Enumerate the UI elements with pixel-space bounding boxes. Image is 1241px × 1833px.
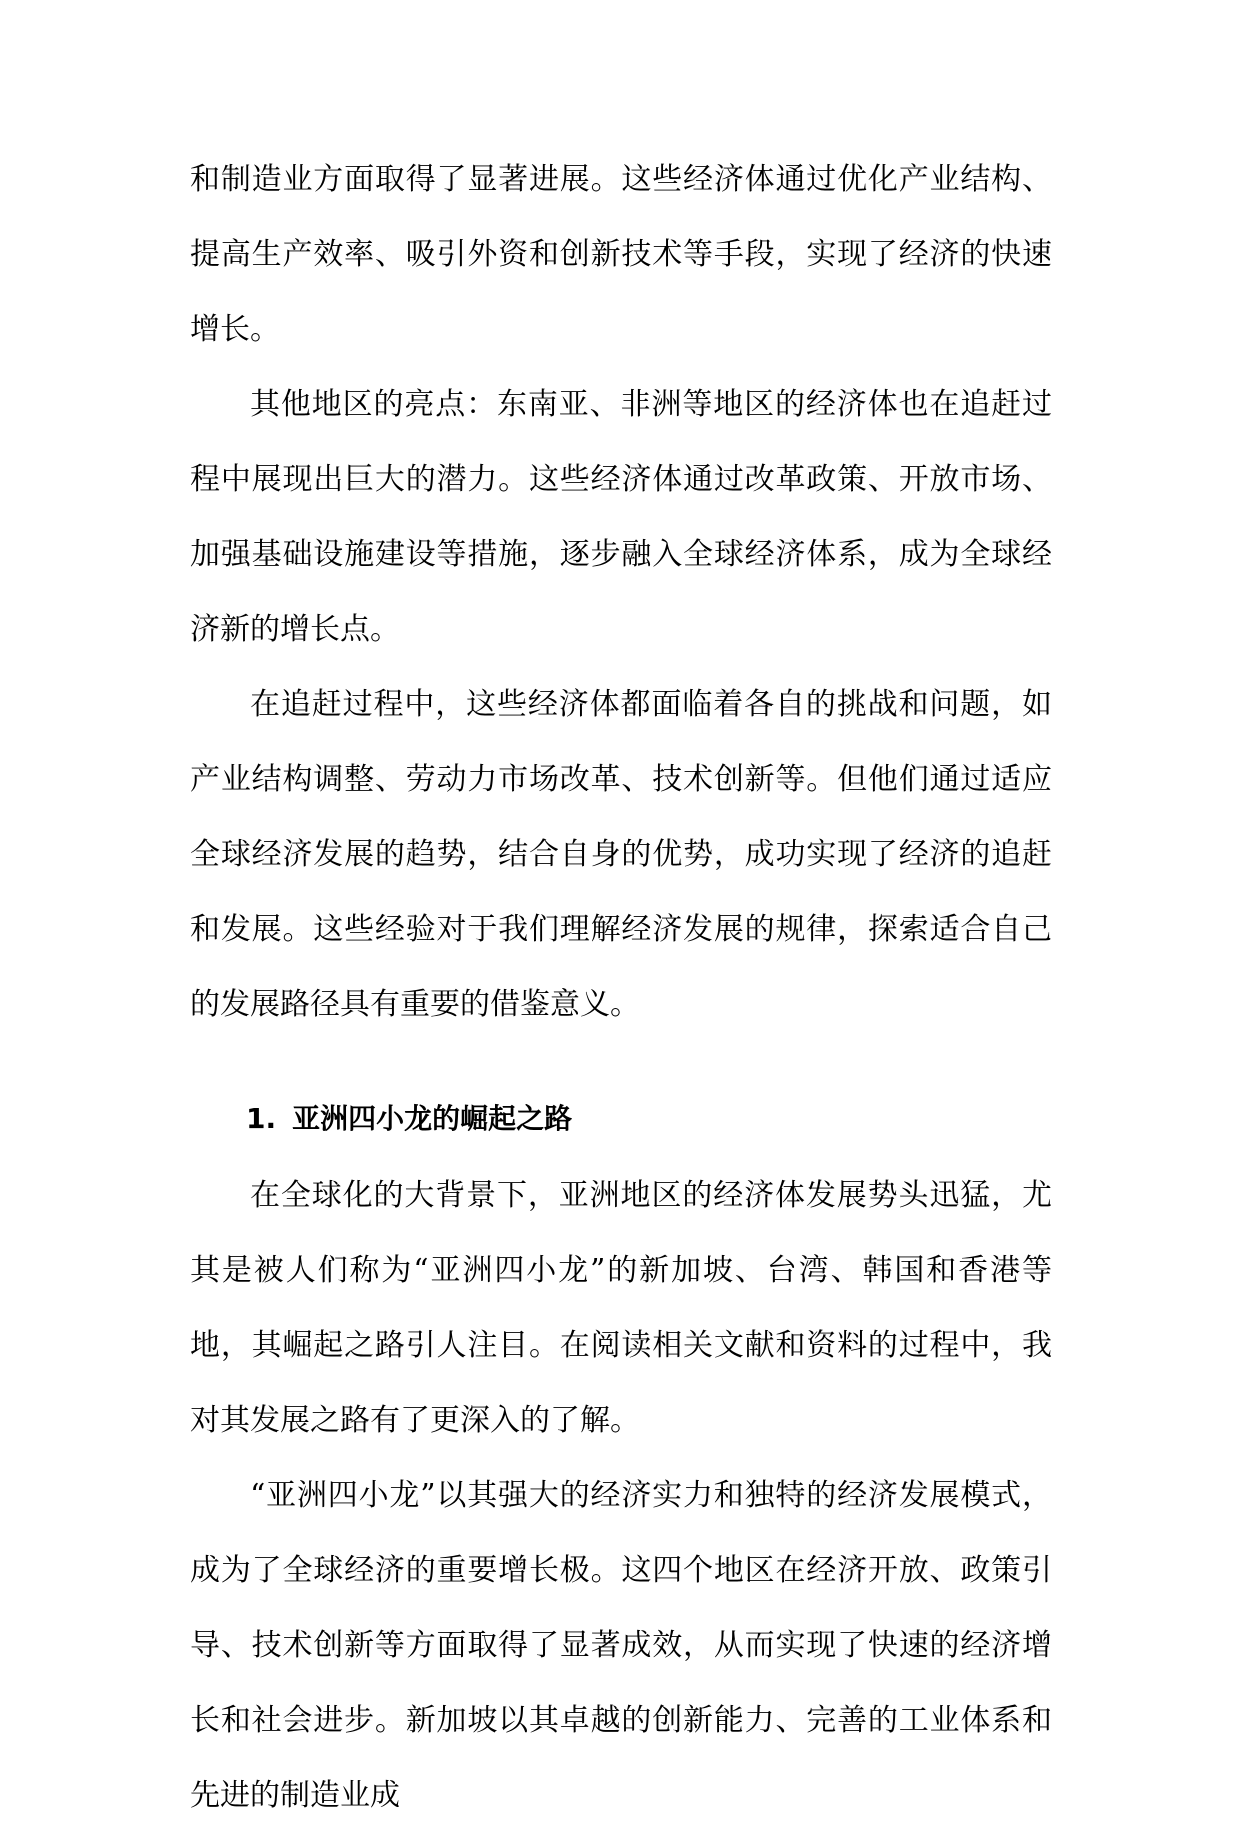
- section-number: 1.: [246, 1102, 277, 1135]
- paragraph-four-dragons: “亚洲四小龙”以其强大的经济实力和独特的经济发展模式，成为了全球经济的重要增长极。这四个地区在经济开放、政策引导、技术创新等方面取得了显著成效，从而实现了快速的经济增长和社会进步。新加坡以其卓越的创新能力、完善的工业体系和先进的制造业成: [190, 1478, 1052, 1813]
- section-title: 亚洲四小龙的崛起之路: [292, 1102, 573, 1135]
- document-body: [190, 142, 1052, 1833]
- paragraph-catch-up-challenges: 在追赶过程中，这些经济体都面临着各自的挑战和问题，如产业结构调整、劳动力市场改革、技术创新等。但他们通过适应全球经济发展的趋势，结合自身的优势，成功实现了经济的追赶和发展。这些经验对于我们理解经济发展的规律，探索适合自己的发展路径具有重要的借鉴意义。: [190, 687, 1052, 1022]
- paragraph-globalization-context: 在全球化的大背景下，亚洲地区的经济体发展势头迅猛，尤其是被人们称为“亚洲四小龙”的新加坡、台湾、韩国和香港等地，其崛起之路引人注目。在阅读相关文献和资料的过程中，我对其发展之路有了更深入的了解。: [190, 1178, 1052, 1438]
- section-heading: [190, 1081, 1052, 1156]
- paragraph-continuation: 和制造业方面取得了显著进展。这些经济体通过优化产业结构、提高生产效率、吸引外资和创新技术等手段，实现了经济的快速增长。: [190, 162, 1052, 347]
- paragraph-other-regions: 其他地区的亮点：东南亚、非洲等地区的经济体也在追赶过程中展现出巨大的潜力。这些经济体通过改革政策、开放市场、加强基础设施建设等措施，逐步融入全球经济体系，成为全球经济新的增长点。: [190, 387, 1052, 647]
